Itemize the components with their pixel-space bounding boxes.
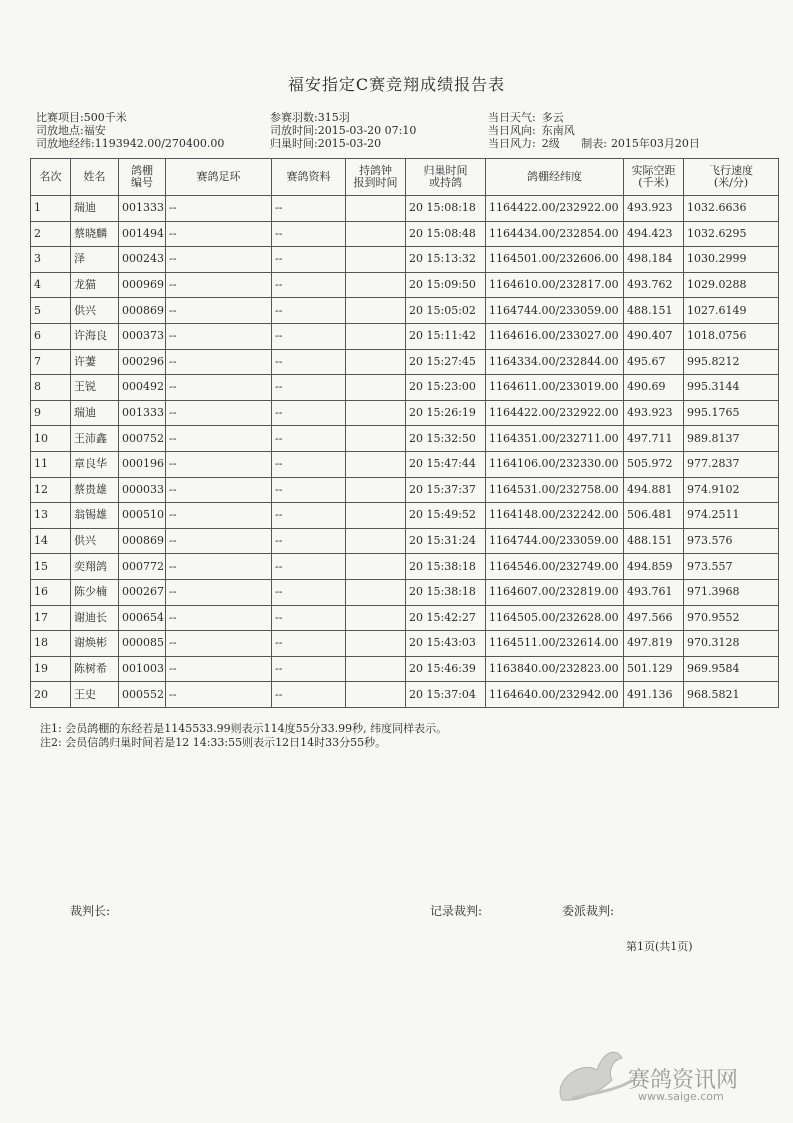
table-row: [31, 528, 779, 554]
cell-name: 龙猫: [71, 272, 119, 298]
cell-distance: 493.761: [624, 579, 684, 605]
cell-arrival: 20 15:27:45: [406, 349, 486, 375]
cell-speed: 974.2511: [684, 503, 779, 529]
cell-ring: --: [166, 426, 272, 452]
cell-clock: [346, 631, 406, 657]
table-row: [31, 579, 779, 605]
cell-ring: --: [166, 682, 272, 708]
cell-ring: --: [166, 375, 272, 401]
meta-made-value: 2015年03月20日: [610, 137, 700, 150]
meta-wind-direction-value: 东南风: [541, 124, 575, 137]
meta-release-place-value: 福安: [83, 124, 106, 137]
cell-ring: --: [166, 503, 272, 529]
cell-name: 王沛鑫: [71, 426, 119, 452]
cell-distance: 490.69: [624, 375, 684, 401]
cell-speed: 973.557: [684, 554, 779, 580]
header-arrival: 归巢时间 或持鸽: [406, 159, 486, 196]
cell-loft: 001333: [119, 400, 166, 426]
table-row: [31, 323, 779, 349]
cell-name: 陈树希: [71, 656, 119, 682]
cell-speed: 995.3144: [684, 375, 779, 401]
cell-loft: 000373: [119, 323, 166, 349]
cell-loft: 000243: [119, 247, 166, 273]
cell-speed: 974.9102: [684, 477, 779, 503]
cell-info: --: [272, 298, 346, 324]
cell-clock: [346, 375, 406, 401]
cell-speed: 977.2837: [684, 451, 779, 477]
cell-name: 供兴: [71, 298, 119, 324]
cell-arrival: 20 15:38:18: [406, 554, 486, 580]
cell-name: 陈少楠: [71, 579, 119, 605]
cell-arrival: 20 15:08:18: [406, 196, 486, 222]
meta-weather-label: 当日天气:: [488, 111, 536, 124]
cell-arrival: 20 15:46:39: [406, 656, 486, 682]
header-distance: 实际空距 (千米): [624, 159, 684, 196]
meta-release-coords-label: 司放地经纬:: [36, 137, 95, 150]
header-clock: 持鸽钟 报到时间: [346, 159, 406, 196]
cell-coords: 1164505.00/232628.00: [486, 605, 624, 631]
cell-ring: --: [166, 477, 272, 503]
cell-name: 谢迪长: [71, 605, 119, 631]
cell-arrival: 20 15:05:02: [406, 298, 486, 324]
note-1: 注1: 会员鸽棚的东经若是1145533.99则表示114度55分33.99秒, 纬度同样表示。: [40, 722, 448, 735]
cell-distance: 506.481: [624, 503, 684, 529]
watermark-url: www.saige.com: [638, 1090, 724, 1103]
cell-distance: 493.923: [624, 400, 684, 426]
cell-rank: 14: [31, 528, 71, 554]
record-judge-label: 记录裁判:: [430, 904, 483, 918]
cell-loft: 000196: [119, 451, 166, 477]
meta-wind-force-value: 2级: [541, 137, 560, 150]
cell-ring: --: [166, 656, 272, 682]
cell-speed: 968.5821: [684, 682, 779, 708]
cell-name: 瑞迪: [71, 400, 119, 426]
cell-rank: 9: [31, 400, 71, 426]
cell-distance: 494.423: [624, 221, 684, 247]
cell-arrival: 20 15:26:19: [406, 400, 486, 426]
table-row: [31, 656, 779, 682]
cell-coords: 1164351.00/232711.00: [486, 426, 624, 452]
cell-arrival: 20 15:37:04: [406, 682, 486, 708]
cell-coords: 1164607.00/232819.00: [486, 579, 624, 605]
cell-coords: 1164531.00/232758.00: [486, 477, 624, 503]
notes: [40, 722, 447, 750]
cell-rank: 5: [31, 298, 71, 324]
cell-speed: 1030.2999: [684, 247, 779, 273]
table-row: [31, 375, 779, 401]
cell-clock: [346, 298, 406, 324]
cell-info: --: [272, 247, 346, 273]
cell-rank: 15: [31, 554, 71, 580]
cell-info: --: [272, 579, 346, 605]
header-info: 赛鸽资料: [272, 159, 346, 196]
cell-clock: [346, 196, 406, 222]
cell-arrival: 20 15:23:00: [406, 375, 486, 401]
cell-speed: 1032.6295: [684, 221, 779, 247]
cell-distance: 493.762: [624, 272, 684, 298]
cell-clock: [346, 221, 406, 247]
meta-release-coords-value: 1193942.00/270400.00: [94, 137, 225, 150]
cell-distance: 494.881: [624, 477, 684, 503]
table-row: [31, 503, 779, 529]
cell-arrival: 20 15:42:27: [406, 605, 486, 631]
cell-clock: [346, 451, 406, 477]
cell-ring: --: [166, 451, 272, 477]
cell-clock: [346, 682, 406, 708]
meta-return-time-value: 2015-03-20: [317, 137, 382, 150]
cell-coords: 1164546.00/232749.00: [486, 554, 624, 580]
cell-distance: 491.136: [624, 682, 684, 708]
cell-distance: 498.184: [624, 247, 684, 273]
table-row: [31, 221, 779, 247]
cell-arrival: 20 15:32:50: [406, 426, 486, 452]
results-table: [30, 158, 779, 708]
meta-wind-direction: [488, 124, 575, 137]
meta-event-value: 500千米: [83, 111, 127, 124]
table-row: [31, 451, 779, 477]
meta-weather-value: 多云: [541, 111, 564, 124]
cell-rank: 17: [31, 605, 71, 631]
meta-entries: [270, 111, 350, 124]
cell-rank: 2: [31, 221, 71, 247]
cell-coords: 1164422.00/232922.00: [486, 400, 624, 426]
meta-wind-force-label: 当日风力:: [488, 137, 536, 150]
cell-info: --: [272, 477, 346, 503]
cell-speed: 970.9552: [684, 605, 779, 631]
cell-speed: 989.8137: [684, 426, 779, 452]
cell-loft: 000869: [119, 298, 166, 324]
cell-info: --: [272, 272, 346, 298]
cell-loft: 001003: [119, 656, 166, 682]
cell-coords: 1164148.00/232242.00: [486, 503, 624, 529]
cell-coords: 1163840.00/232823.00: [486, 656, 624, 682]
cell-ring: --: [166, 272, 272, 298]
meta-release-time-label: 司放时间:: [270, 124, 318, 137]
header-rank: 名次: [31, 159, 71, 196]
cell-info: --: [272, 554, 346, 580]
cell-speed: 1029.0288: [684, 272, 779, 298]
meta-weather: [488, 111, 564, 124]
header-speed: 飞行速度 (米/分): [684, 159, 779, 196]
cell-rank: 12: [31, 477, 71, 503]
cell-clock: [346, 528, 406, 554]
meta-release-time: [270, 124, 416, 137]
cell-speed: 1032.6636: [684, 196, 779, 222]
cell-info: --: [272, 528, 346, 554]
cell-ring: --: [166, 298, 272, 324]
cell-name: 蔡晓麟: [71, 221, 119, 247]
cell-info: --: [272, 349, 346, 375]
cell-rank: 10: [31, 426, 71, 452]
cell-ring: --: [166, 400, 272, 426]
cell-clock: [346, 579, 406, 605]
meta-wind-force: [488, 137, 700, 150]
cell-loft: 000085: [119, 631, 166, 657]
cell-rank: 19: [31, 656, 71, 682]
cell-ring: --: [166, 631, 272, 657]
cell-speed: 1018.0756: [684, 323, 779, 349]
cell-rank: 7: [31, 349, 71, 375]
cell-ring: --: [166, 579, 272, 605]
cell-name: 泽: [71, 247, 119, 273]
table-row: [31, 400, 779, 426]
cell-info: --: [272, 605, 346, 631]
cell-name: 谢焕彬: [71, 631, 119, 657]
cell-name: 王锐: [71, 375, 119, 401]
cell-rank: 16: [31, 579, 71, 605]
cell-arrival: 20 15:08:48: [406, 221, 486, 247]
table-row: [31, 477, 779, 503]
cell-name: 翁锡雄: [71, 503, 119, 529]
cell-name: 奕翔鸽: [71, 554, 119, 580]
cell-arrival: 20 15:47:44: [406, 451, 486, 477]
cell-arrival: 20 15:11:42: [406, 323, 486, 349]
cell-arrival: 20 15:43:03: [406, 631, 486, 657]
table-row: [31, 298, 779, 324]
cell-distance: 493.923: [624, 196, 684, 222]
meta-release-time-value: 2015-03-20 07:10: [317, 124, 417, 137]
cell-info: --: [272, 221, 346, 247]
cell-coords: 1164422.00/232922.00: [486, 196, 624, 222]
meta-return-time-label: 归巢时间:: [270, 137, 318, 150]
cell-clock: [346, 656, 406, 682]
table-row: [31, 272, 779, 298]
table-row: [31, 554, 779, 580]
cell-loft: 001494: [119, 221, 166, 247]
meta-release-place-label: 司放地点:: [36, 124, 84, 137]
cell-arrival: 20 15:09:50: [406, 272, 486, 298]
assigned-judge-label: 委派裁判:: [562, 904, 615, 918]
cell-info: --: [272, 400, 346, 426]
cell-coords: 1164106.00/232330.00: [486, 451, 624, 477]
cell-distance: 497.819: [624, 631, 684, 657]
cell-name: 章良华: [71, 451, 119, 477]
meta-release-coords: [36, 137, 224, 150]
cell-ring: --: [166, 247, 272, 273]
cell-coords: 1164744.00/233059.00: [486, 298, 624, 324]
cell-ring: --: [166, 221, 272, 247]
header-name: 姓名: [71, 159, 119, 196]
page-number: 第1页(共1页): [626, 940, 693, 953]
cell-clock: [346, 323, 406, 349]
meta-wind-direction-label: 当日风向:: [488, 124, 536, 137]
cell-clock: [346, 247, 406, 273]
cell-speed: 973.576: [684, 528, 779, 554]
cell-ring: --: [166, 349, 272, 375]
cell-info: --: [272, 682, 346, 708]
cell-distance: 495.67: [624, 349, 684, 375]
cell-clock: [346, 554, 406, 580]
cell-arrival: 20 15:38:18: [406, 579, 486, 605]
cell-loft: 000552: [119, 682, 166, 708]
cell-clock: [346, 400, 406, 426]
cell-distance: 497.566: [624, 605, 684, 631]
cell-coords: 1164511.00/232614.00: [486, 631, 624, 657]
cell-loft: 000752: [119, 426, 166, 452]
cell-name: 瑞迪: [71, 196, 119, 222]
cell-coords: 1164501.00/232606.00: [486, 247, 624, 273]
cell-coords: 1164640.00/232942.00: [486, 682, 624, 708]
cell-info: --: [272, 426, 346, 452]
cell-loft: 000772: [119, 554, 166, 580]
cell-distance: 501.129: [624, 656, 684, 682]
meta-entries-value: 315羽: [317, 111, 350, 124]
table-row: [31, 605, 779, 631]
cell-name: 王史: [71, 682, 119, 708]
cell-info: --: [272, 451, 346, 477]
cell-distance: 494.859: [624, 554, 684, 580]
cell-info: --: [272, 503, 346, 529]
cell-clock: [346, 477, 406, 503]
cell-loft: 000869: [119, 528, 166, 554]
cell-coords: 1164744.00/233059.00: [486, 528, 624, 554]
cell-loft: 000267: [119, 579, 166, 605]
meta-entries-label: 参赛羽数:: [270, 111, 318, 124]
cell-coords: 1164610.00/232817.00: [486, 272, 624, 298]
cell-distance: 488.151: [624, 298, 684, 324]
cell-loft: 000969: [119, 272, 166, 298]
cell-loft: 000510: [119, 503, 166, 529]
cell-loft: 000033: [119, 477, 166, 503]
meta-event: [36, 111, 127, 124]
cell-name: 许萋: [71, 349, 119, 375]
chief-judge-label: 裁判长:: [70, 904, 111, 918]
table-row: [31, 631, 779, 657]
meta-made-label: 制表:: [581, 137, 607, 150]
cell-speed: 971.3968: [684, 579, 779, 605]
cell-name: 许海良: [71, 323, 119, 349]
meta-release-place: [36, 124, 106, 137]
table-row: [31, 426, 779, 452]
cell-speed: 995.8212: [684, 349, 779, 375]
cell-rank: 4: [31, 272, 71, 298]
cell-rank: 20: [31, 682, 71, 708]
cell-clock: [346, 349, 406, 375]
table-row: [31, 196, 779, 222]
watermark-brand: 赛鸽资讯网: [628, 1068, 739, 1093]
cell-distance: 490.407: [624, 323, 684, 349]
cell-info: --: [272, 323, 346, 349]
cell-clock: [346, 605, 406, 631]
cell-rank: 1: [31, 196, 71, 222]
table-row: [31, 349, 779, 375]
report-title: 福安指定C赛竞翔成绩报告表: [287, 75, 506, 94]
cell-speed: 995.1765: [684, 400, 779, 426]
cell-distance: 488.151: [624, 528, 684, 554]
cell-loft: 000296: [119, 349, 166, 375]
cell-ring: --: [166, 323, 272, 349]
meta-return-time: [270, 137, 381, 150]
meta-event-label: 比赛项目:: [36, 111, 84, 124]
cell-ring: --: [166, 196, 272, 222]
cell-rank: 18: [31, 631, 71, 657]
cell-ring: --: [166, 605, 272, 631]
cell-speed: 1027.6149: [684, 298, 779, 324]
cell-loft: 000654: [119, 605, 166, 631]
cell-ring: --: [166, 554, 272, 580]
cell-clock: [346, 272, 406, 298]
table-row: [31, 247, 779, 273]
table-header-row: [31, 159, 779, 196]
cell-arrival: 20 15:37:37: [406, 477, 486, 503]
cell-distance: 505.972: [624, 451, 684, 477]
cell-distance: 497.711: [624, 426, 684, 452]
cell-rank: 11: [31, 451, 71, 477]
cell-coords: 1164334.00/232844.00: [486, 349, 624, 375]
cell-loft: 001333: [119, 196, 166, 222]
cell-arrival: 20 15:13:32: [406, 247, 486, 273]
cell-rank: 6: [31, 323, 71, 349]
cell-name: 供兴: [71, 528, 119, 554]
header-ring: 赛鸽足环: [166, 159, 272, 196]
results-body: [31, 196, 779, 708]
cell-speed: 970.3128: [684, 631, 779, 657]
cell-arrival: 20 15:49:52: [406, 503, 486, 529]
cell-name: 蔡贵雄: [71, 477, 119, 503]
table-row: [31, 682, 779, 708]
cell-rank: 13: [31, 503, 71, 529]
cell-speed: 969.9584: [684, 656, 779, 682]
cell-coords: 1164616.00/233027.00: [486, 323, 624, 349]
cell-clock: [346, 503, 406, 529]
cell-coords: 1164611.00/233019.00: [486, 375, 624, 401]
header-coords: 鸽棚经纬度: [486, 159, 624, 196]
cell-rank: 3: [31, 247, 71, 273]
cell-info: --: [272, 631, 346, 657]
cell-info: --: [272, 656, 346, 682]
cell-arrival: 20 15:31:24: [406, 528, 486, 554]
cell-rank: 8: [31, 375, 71, 401]
cell-ring: --: [166, 528, 272, 554]
cell-clock: [346, 426, 406, 452]
cell-info: --: [272, 375, 346, 401]
cell-loft: 000492: [119, 375, 166, 401]
cell-coords: 1164434.00/232854.00: [486, 221, 624, 247]
cell-info: --: [272, 196, 346, 222]
note-2: 注2: 会员信鸽归巢时间若是12 14:33:55则表示12日14时33分55秒。: [40, 736, 387, 749]
header-loft: 鸽棚 编号: [119, 159, 166, 196]
